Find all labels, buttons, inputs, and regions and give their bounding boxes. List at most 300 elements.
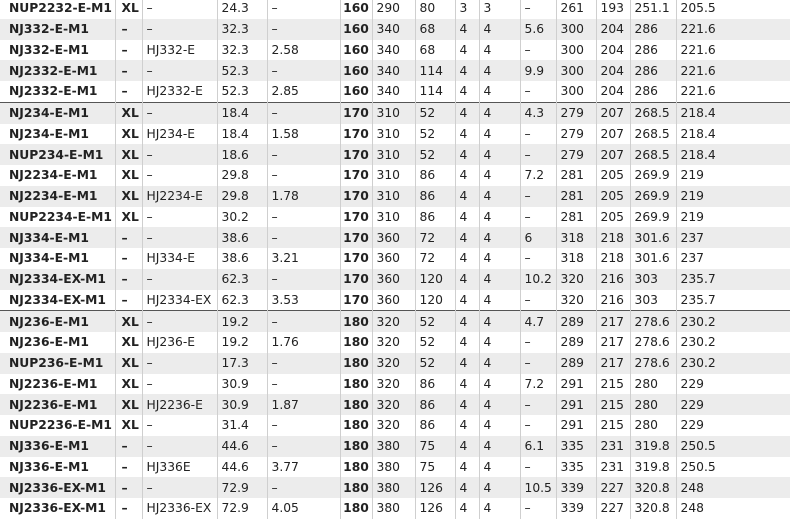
cell-width-b: 52 <box>415 124 455 145</box>
cell-bore-d: 160 <box>340 0 372 19</box>
cell-bore-d: 180 <box>340 394 372 415</box>
cell-r2: 4 <box>479 186 520 207</box>
cell-r1: 4 <box>455 165 479 186</box>
cell-d1: 279 <box>556 102 596 123</box>
cell-dim-a: 280 <box>630 415 676 436</box>
cell-r2: 4 <box>479 436 520 457</box>
cell-bore-d: 180 <box>340 457 372 478</box>
table-row <box>0 269 790 290</box>
cell-e1: 218 <box>596 248 630 269</box>
cell-dim-b: 237 <box>680 251 704 266</box>
cell-thrust-collar: – <box>142 0 217 19</box>
cell-thrust-collar: HJ2236-E <box>142 394 217 415</box>
cell-designation: NJ2332-E-M1 <box>0 60 115 81</box>
cell-e1: 207 <box>596 102 630 123</box>
cell-thrust-collar: – <box>142 415 217 436</box>
cell-mass: 72.9 <box>217 498 267 519</box>
table-row <box>0 81 790 102</box>
cell-collar-mass: – <box>267 60 340 81</box>
cell-d1: 320 <box>556 269 596 290</box>
cell-thrust-collar: – <box>142 19 217 40</box>
cell-d1: 289 <box>556 332 596 353</box>
cell-dim-b: 237 <box>676 227 790 248</box>
cell-r2: 4 <box>479 227 520 248</box>
cell-d1: 300 <box>556 19 596 40</box>
table-row <box>0 144 790 165</box>
cell-r2: 4 <box>479 60 520 81</box>
cell-dim-a: 320.8 <box>630 477 676 498</box>
cell-r1: 4 <box>455 353 479 374</box>
cell-bore-d: 160 <box>340 40 372 61</box>
cell-bore-d: 170 <box>340 290 372 311</box>
cell-offset: – <box>520 394 556 415</box>
cell-d1: 281 <box>556 186 596 207</box>
cell-width-b: 86 <box>415 374 455 395</box>
cell-dim-b: 250.5 <box>680 459 716 474</box>
cell-dim-b: 250.5 <box>676 436 790 457</box>
cell-dim-a: 286 <box>630 81 676 102</box>
cell-width-b: 126 <box>415 477 455 498</box>
cell-offset: – <box>520 498 556 519</box>
cell-width-b: 86 <box>415 165 455 186</box>
cell-dim-a: 301.6 <box>630 227 676 248</box>
cell-suffix-xl: – <box>115 19 142 40</box>
cell-width-b: 52 <box>415 102 455 123</box>
cell-r1: 4 <box>455 124 479 145</box>
cell-e1: 215 <box>596 394 630 415</box>
cell-e1: 218 <box>596 227 630 248</box>
cell-outer-d: 360 <box>372 248 415 269</box>
cell-offset: 4.3 <box>520 102 556 123</box>
table-row <box>0 290 790 311</box>
cell-e1: 207 <box>596 144 630 165</box>
cell-suffix-xl: XL <box>115 332 142 353</box>
cell-mass: 44.6 <box>217 436 267 457</box>
cell-suffix-xl: XL <box>115 144 142 165</box>
cell-offset: 4.7 <box>520 311 556 332</box>
cell-collar-mass: – <box>267 144 340 165</box>
cell-collar-mass: – <box>267 227 340 248</box>
cell-offset: 5.6 <box>520 19 556 40</box>
cell-offset: – <box>520 81 556 102</box>
cell-dim-b: 219 <box>680 168 704 183</box>
cell-dim-b: 219 <box>680 209 704 224</box>
table-row <box>0 60 790 81</box>
cell-designation: NJ332-E-M1 <box>0 40 115 61</box>
cell-d1: 300 <box>556 60 596 81</box>
cell-mass: 30.2 <box>217 207 267 228</box>
cell-collar-mass: 2.58 <box>267 40 340 61</box>
cell-width-b: 114 <box>415 81 455 102</box>
cell-collar-mass: 1.78 <box>267 186 340 207</box>
cell-d1: 281 <box>556 207 596 228</box>
cell-r1: 4 <box>455 290 479 311</box>
cell-dim-b: 221.6 <box>680 84 716 99</box>
cell-offset: 10.5 <box>520 477 556 498</box>
cell-collar-mass: 3.53 <box>267 290 340 311</box>
cell-dim-b: 229 <box>680 376 704 391</box>
cell-r2: 4 <box>479 477 520 498</box>
cell-bore-d: 170 <box>340 186 372 207</box>
cell-dim-b: 230.2 <box>676 353 790 374</box>
cell-outer-d: 380 <box>372 436 415 457</box>
cell-r2: 4 <box>479 290 520 311</box>
cell-designation: NJ2336-EX-M1 <box>0 477 115 498</box>
cell-dim-a: 251.1 <box>630 0 676 19</box>
cell-mass: 32.3 <box>217 40 267 61</box>
cell-outer-d: 310 <box>372 186 415 207</box>
cell-d1: 291 <box>556 374 596 395</box>
cell-width-b: 52 <box>415 311 455 332</box>
cell-mass: 62.3 <box>217 290 267 311</box>
cell-dim-a: 286 <box>630 60 676 81</box>
cell-r2: 4 <box>479 415 520 436</box>
cell-r1: 4 <box>455 19 479 40</box>
cell-r1: 4 <box>455 227 479 248</box>
cell-r1: 4 <box>455 436 479 457</box>
cell-collar-mass: 1.58 <box>267 124 340 145</box>
cell-collar-mass: – <box>267 353 340 374</box>
cell-d1: 291 <box>556 415 596 436</box>
cell-r1: 4 <box>455 269 479 290</box>
cell-thrust-collar: HJ2332-E <box>142 81 217 102</box>
cell-e1: 207 <box>596 124 630 145</box>
cell-width-b: 72 <box>415 248 455 269</box>
cell-width-b: 86 <box>415 186 455 207</box>
cell-designation: NJ2234-E-M1 <box>0 165 115 186</box>
cell-width-b: 126 <box>415 498 455 519</box>
cell-collar-mass: 2.85 <box>267 81 340 102</box>
cell-mass: 19.2 <box>217 311 267 332</box>
cell-bore-d: 180 <box>340 311 372 332</box>
cell-bore-d: 180 <box>340 436 372 457</box>
cell-width-b: 80 <box>415 0 455 19</box>
cell-collar-mass: – <box>267 311 340 332</box>
cell-thrust-collar: – <box>142 207 217 228</box>
cell-bore-d: 170 <box>340 144 372 165</box>
cell-r1: 4 <box>455 457 479 478</box>
cell-thrust-collar: – <box>142 269 217 290</box>
cell-designation: NUP2236-E-M1 <box>0 415 115 436</box>
cell-bore-d: 170 <box>340 124 372 145</box>
table-row <box>0 374 790 395</box>
cell-collar-mass: – <box>267 165 340 186</box>
cell-e1: 216 <box>596 290 630 311</box>
cell-mass: 31.4 <box>217 415 267 436</box>
cell-d1: 281 <box>556 165 596 186</box>
cell-bore-d: 160 <box>340 60 372 81</box>
cell-dim-a: 301.6 <box>630 248 676 269</box>
cell-thrust-collar: – <box>142 477 217 498</box>
cell-offset: – <box>520 186 556 207</box>
cell-designation: NJ234-E-M1 <box>0 102 115 123</box>
cell-suffix-xl: XL <box>115 102 142 123</box>
table-row <box>0 353 790 374</box>
cell-dim-a: 278.6 <box>630 311 676 332</box>
cell-dim-a: 280 <box>630 394 676 415</box>
cell-offset: 6 <box>520 227 556 248</box>
cell-suffix-xl: – <box>115 477 142 498</box>
cell-dim-b: 229 <box>680 418 704 433</box>
table-row <box>0 227 790 248</box>
cell-mass: 18.4 <box>217 124 267 145</box>
cell-outer-d: 340 <box>372 60 415 81</box>
cell-suffix-xl: – <box>115 436 142 457</box>
cell-width-b: 86 <box>415 394 455 415</box>
cell-thrust-collar: – <box>142 227 217 248</box>
cell-outer-d: 340 <box>372 19 415 40</box>
cell-dim-a: 278.6 <box>630 332 676 353</box>
cell-mass: 44.6 <box>217 457 267 478</box>
cell-e1: 231 <box>596 457 630 478</box>
cell-suffix-xl: XL <box>115 0 142 19</box>
cell-r1: 4 <box>455 186 479 207</box>
cell-width-b: 86 <box>415 207 455 228</box>
cell-e1: 205 <box>596 165 630 186</box>
table-row <box>0 40 790 61</box>
cell-r2: 4 <box>479 248 520 269</box>
cell-collar-mass: – <box>267 207 340 228</box>
cell-e1: 193 <box>596 0 630 19</box>
cell-r1: 4 <box>455 40 479 61</box>
cell-offset: 7.2 <box>520 374 556 395</box>
cell-d1: 339 <box>556 498 596 519</box>
cell-collar-mass: 3.77 <box>267 457 340 478</box>
cell-mass: 18.4 <box>217 102 267 123</box>
cell-r1: 4 <box>455 248 479 269</box>
table-row <box>0 394 790 415</box>
cell-designation: NJ2334-EX-M1 <box>0 269 115 290</box>
cell-bore-d: 170 <box>340 227 372 248</box>
cell-outer-d: 290 <box>372 0 415 19</box>
cell-r1: 4 <box>455 311 479 332</box>
cell-d1: 318 <box>556 227 596 248</box>
cell-collar-mass: 1.87 <box>267 394 340 415</box>
cell-offset: – <box>520 457 556 478</box>
cell-dim-a: 269.9 <box>630 165 676 186</box>
cell-r2: 4 <box>479 269 520 290</box>
cell-outer-d: 360 <box>372 290 415 311</box>
cell-e1: 204 <box>596 19 630 40</box>
table-row <box>0 332 790 353</box>
cell-outer-d: 320 <box>372 374 415 395</box>
cell-suffix-xl: XL <box>115 353 142 374</box>
cell-outer-d: 380 <box>372 498 415 519</box>
cell-e1: 215 <box>596 374 630 395</box>
cell-r2: 4 <box>479 144 520 165</box>
cell-mass: 38.6 <box>217 248 267 269</box>
cell-offset: – <box>520 0 556 19</box>
cell-width-b: 75 <box>415 457 455 478</box>
cell-mass: 52.3 <box>217 60 267 81</box>
cell-bore-d: 170 <box>340 165 372 186</box>
cell-dim-a: 303 <box>630 269 676 290</box>
cell-dim-b: 229 <box>676 394 790 415</box>
cell-mass: 52.3 <box>217 81 267 102</box>
table-row <box>0 311 790 332</box>
cell-width-b: 86 <box>415 415 455 436</box>
cell-bore-d: 160 <box>340 81 372 102</box>
cell-suffix-xl: XL <box>115 186 142 207</box>
cell-width-b: 68 <box>415 40 455 61</box>
cell-bore-d: 180 <box>340 415 372 436</box>
cell-suffix-xl: – <box>115 60 142 81</box>
cell-dim-b: 218.4 <box>676 102 790 123</box>
cell-collar-mass: 3.21 <box>267 248 340 269</box>
cell-suffix-xl: XL <box>115 124 142 145</box>
cell-collar-mass: – <box>267 269 340 290</box>
cell-width-b: 72 <box>415 227 455 248</box>
cell-mass: 29.8 <box>217 165 267 186</box>
table-row <box>0 102 790 123</box>
cell-designation: NJ236-E-M1 <box>0 332 115 353</box>
cell-suffix-xl: XL <box>115 311 142 332</box>
cell-bore-d: 170 <box>340 207 372 228</box>
cell-offset: – <box>520 332 556 353</box>
cell-d1: 289 <box>556 353 596 374</box>
cell-designation: NUP2232-E-M1 <box>0 0 115 19</box>
table-row <box>0 0 790 19</box>
cell-designation: NUP2234-E-M1 <box>0 207 115 228</box>
cell-mass: 30.9 <box>217 394 267 415</box>
cell-r2: 3 <box>479 0 520 19</box>
cell-dim-b: 221.6 <box>676 60 790 81</box>
cell-suffix-xl: – <box>115 40 142 61</box>
cell-r1: 4 <box>455 81 479 102</box>
cell-d1: 291 <box>556 394 596 415</box>
cell-designation: NJ336-E-M1 <box>0 457 115 478</box>
cell-e1: 204 <box>596 40 630 61</box>
cell-e1: 227 <box>596 498 630 519</box>
cell-d1: 300 <box>556 40 596 61</box>
cell-offset: 9.9 <box>520 60 556 81</box>
cell-suffix-xl: – <box>115 290 142 311</box>
cell-r2: 4 <box>479 457 520 478</box>
cell-r2: 4 <box>479 207 520 228</box>
cell-thrust-collar: HJ336E <box>142 457 217 478</box>
cell-thrust-collar: – <box>142 102 217 123</box>
cell-outer-d: 360 <box>372 227 415 248</box>
cell-dim-a: 268.5 <box>630 124 676 145</box>
cell-suffix-xl: XL <box>115 394 142 415</box>
cell-thrust-collar: – <box>142 353 217 374</box>
cell-thrust-collar: HJ234-E <box>142 124 217 145</box>
cell-bore-d: 180 <box>340 353 372 374</box>
cell-suffix-xl: – <box>115 81 142 102</box>
cell-designation: NJ2334-EX-M1 <box>0 290 115 311</box>
cell-dim-a: 303 <box>630 290 676 311</box>
table-row <box>0 436 790 457</box>
cell-d1: 261 <box>556 0 596 19</box>
cell-dim-b: 235.7 <box>680 292 716 307</box>
cell-d1: 318 <box>556 248 596 269</box>
cell-width-b: 120 <box>415 269 455 290</box>
cell-e1: 204 <box>596 60 630 81</box>
cell-dim-b: 221.6 <box>680 42 716 57</box>
cell-thrust-collar: – <box>142 144 217 165</box>
cell-r2: 4 <box>479 81 520 102</box>
cell-r1: 4 <box>455 498 479 519</box>
cell-e1: 216 <box>596 269 630 290</box>
cell-outer-d: 340 <box>372 81 415 102</box>
cell-d1: 289 <box>556 311 596 332</box>
table-row <box>0 124 790 145</box>
cell-thrust-collar: – <box>142 436 217 457</box>
cell-e1: 205 <box>596 186 630 207</box>
cell-suffix-xl: – <box>115 248 142 269</box>
cell-suffix-xl: XL <box>115 207 142 228</box>
cell-dim-a: 319.8 <box>630 457 676 478</box>
cell-mass: 17.3 <box>217 353 267 374</box>
cell-bore-d: 170 <box>340 269 372 290</box>
cell-dim-b: 221.6 <box>676 19 790 40</box>
cell-dim-a: 319.8 <box>630 436 676 457</box>
cell-dim-a: 269.9 <box>630 207 676 228</box>
cell-width-b: 52 <box>415 144 455 165</box>
cell-suffix-xl: – <box>115 498 142 519</box>
cell-offset: – <box>520 290 556 311</box>
cell-outer-d: 310 <box>372 102 415 123</box>
cell-r2: 4 <box>479 332 520 353</box>
cell-outer-d: 360 <box>372 269 415 290</box>
cell-r2: 4 <box>479 124 520 145</box>
cell-r2: 4 <box>479 394 520 415</box>
cell-e1: 205 <box>596 207 630 228</box>
cell-designation: NJ2336-EX-M1 <box>0 498 115 519</box>
cell-thrust-collar: HJ334-E <box>142 248 217 269</box>
cell-mass: 38.6 <box>217 227 267 248</box>
cell-width-b: 75 <box>415 436 455 457</box>
table-row <box>0 19 790 40</box>
cell-thrust-collar: – <box>142 374 217 395</box>
cell-offset: 7.2 <box>520 165 556 186</box>
cell-offset: – <box>520 40 556 61</box>
cell-outer-d: 320 <box>372 415 415 436</box>
cell-dim-a: 269.9 <box>630 186 676 207</box>
cell-e1: 227 <box>596 477 630 498</box>
cell-collar-mass: – <box>267 0 340 19</box>
cell-offset: – <box>520 248 556 269</box>
cell-mass: 24.3 <box>217 0 267 19</box>
cell-thrust-collar: HJ332-E <box>142 40 217 61</box>
cell-outer-d: 320 <box>372 311 415 332</box>
cell-r2: 4 <box>479 498 520 519</box>
cell-bore-d: 160 <box>340 19 372 40</box>
cell-mass: 18.6 <box>217 144 267 165</box>
cell-designation: NJ334-E-M1 <box>0 248 115 269</box>
cell-collar-mass: 4.05 <box>267 498 340 519</box>
cell-suffix-xl: – <box>115 457 142 478</box>
cell-e1: 217 <box>596 353 630 374</box>
cell-mass: 19.2 <box>217 332 267 353</box>
cell-thrust-collar: HJ2334-EX <box>142 290 217 311</box>
cell-e1: 204 <box>596 81 630 102</box>
cell-offset: – <box>520 207 556 228</box>
cell-dim-a: 268.5 <box>630 102 676 123</box>
table-row <box>0 248 790 269</box>
cell-thrust-collar: – <box>142 311 217 332</box>
cell-r2: 4 <box>479 353 520 374</box>
cell-r2: 4 <box>479 102 520 123</box>
cell-thrust-collar: HJ2336-EX <box>142 498 217 519</box>
cell-designation: NJ2236-E-M1 <box>0 374 115 395</box>
cell-bore-d: 180 <box>340 332 372 353</box>
cell-e1: 217 <box>596 332 630 353</box>
cell-r1: 4 <box>455 332 479 353</box>
table-row <box>0 477 790 498</box>
cell-suffix-xl: – <box>115 227 142 248</box>
cell-d1: 320 <box>556 290 596 311</box>
